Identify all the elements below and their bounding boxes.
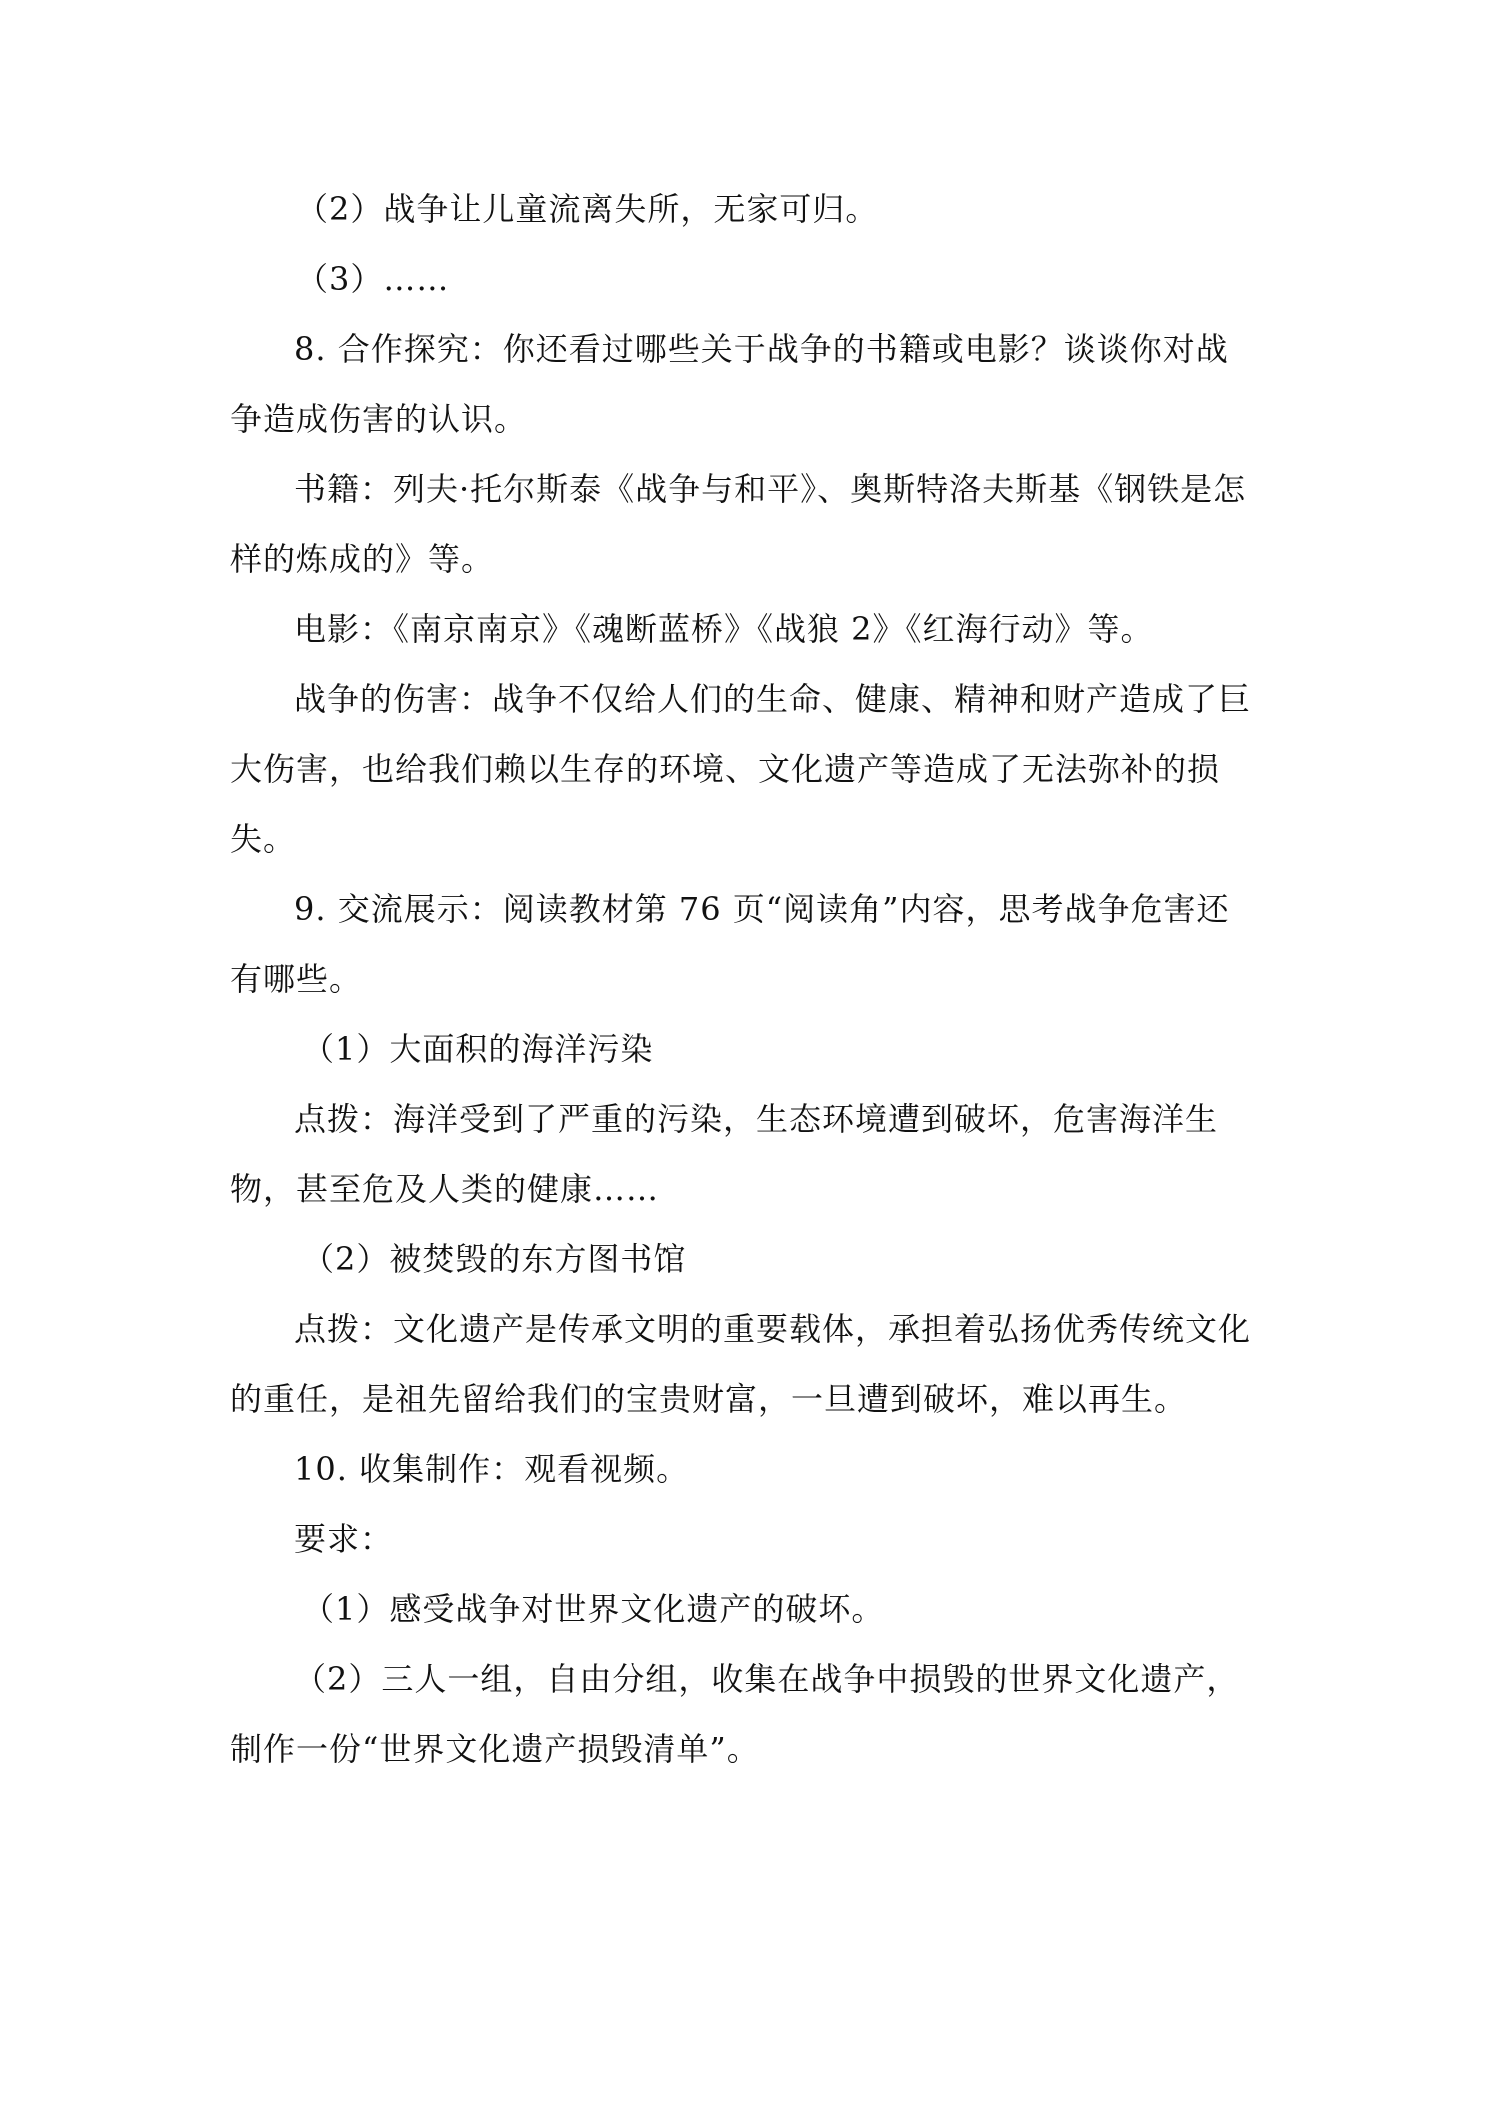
list-item-3-ellipsis: （3）…… bbox=[296, 260, 450, 298]
hint-ocean: 点拨：海洋受到了严重的污染，生态环境遭到破坏，危害海洋生物，甚至危及人类的健康…… bbox=[230, 1100, 1219, 1208]
document-body bbox=[230, 174, 1260, 1784]
requirement-2: （2）三人一组，自由分组，收集在战争中损毁的世界文化遗产，制作一份“世界文化遗产损毁清单”。 bbox=[230, 1660, 1240, 1768]
requirements-label: 要求： bbox=[294, 1520, 394, 1558]
list-item-2-children: （2）战争让儿童流离失所，无家可归。 bbox=[296, 190, 879, 228]
question-8: 8. 合作探究：你还看过哪些关于战争的书籍或电影？谈谈你对战争造成伤害的认识。 bbox=[230, 330, 1229, 438]
requirement-1: （1）感受战争对世界文化遗产的破坏。 bbox=[302, 1590, 885, 1628]
item-eastern-library: （2）被焚毁的东方图书馆 bbox=[302, 1240, 687, 1278]
books-answer: 书籍：列夫·托尔斯泰《战争与和平》、奥斯特洛夫斯基《钢铁是怎样的炼成的》等。 bbox=[230, 470, 1247, 578]
films-answer: 电影：《南京南京》《魂断蓝桥》《战狼 2》《红海行动》等。 bbox=[294, 610, 1154, 648]
hint-heritage: 点拨：文化遗产是传承文明的重要载体，承担着弘扬优秀传统文化的重任，是祖先留给我们的宝贵财富，一旦遭到破坏，难以再生。 bbox=[230, 1310, 1252, 1418]
question-10: 10. 收集制作：观看视频。 bbox=[294, 1450, 690, 1488]
question-9: 9. 交流展示：阅读教材第 76 页“阅读角”内容，思考战争危害还有哪些。 bbox=[230, 890, 1230, 998]
war-harm-answer: 战争的伤害：战争不仅给人们的生命、健康、精神和财产造成了巨大伤害，也给我们赖以生存的环境、文化遗产等造成了无法弥补的损失。 bbox=[230, 680, 1252, 858]
item-ocean-pollution: （1）大面积的海洋污染 bbox=[302, 1030, 654, 1068]
